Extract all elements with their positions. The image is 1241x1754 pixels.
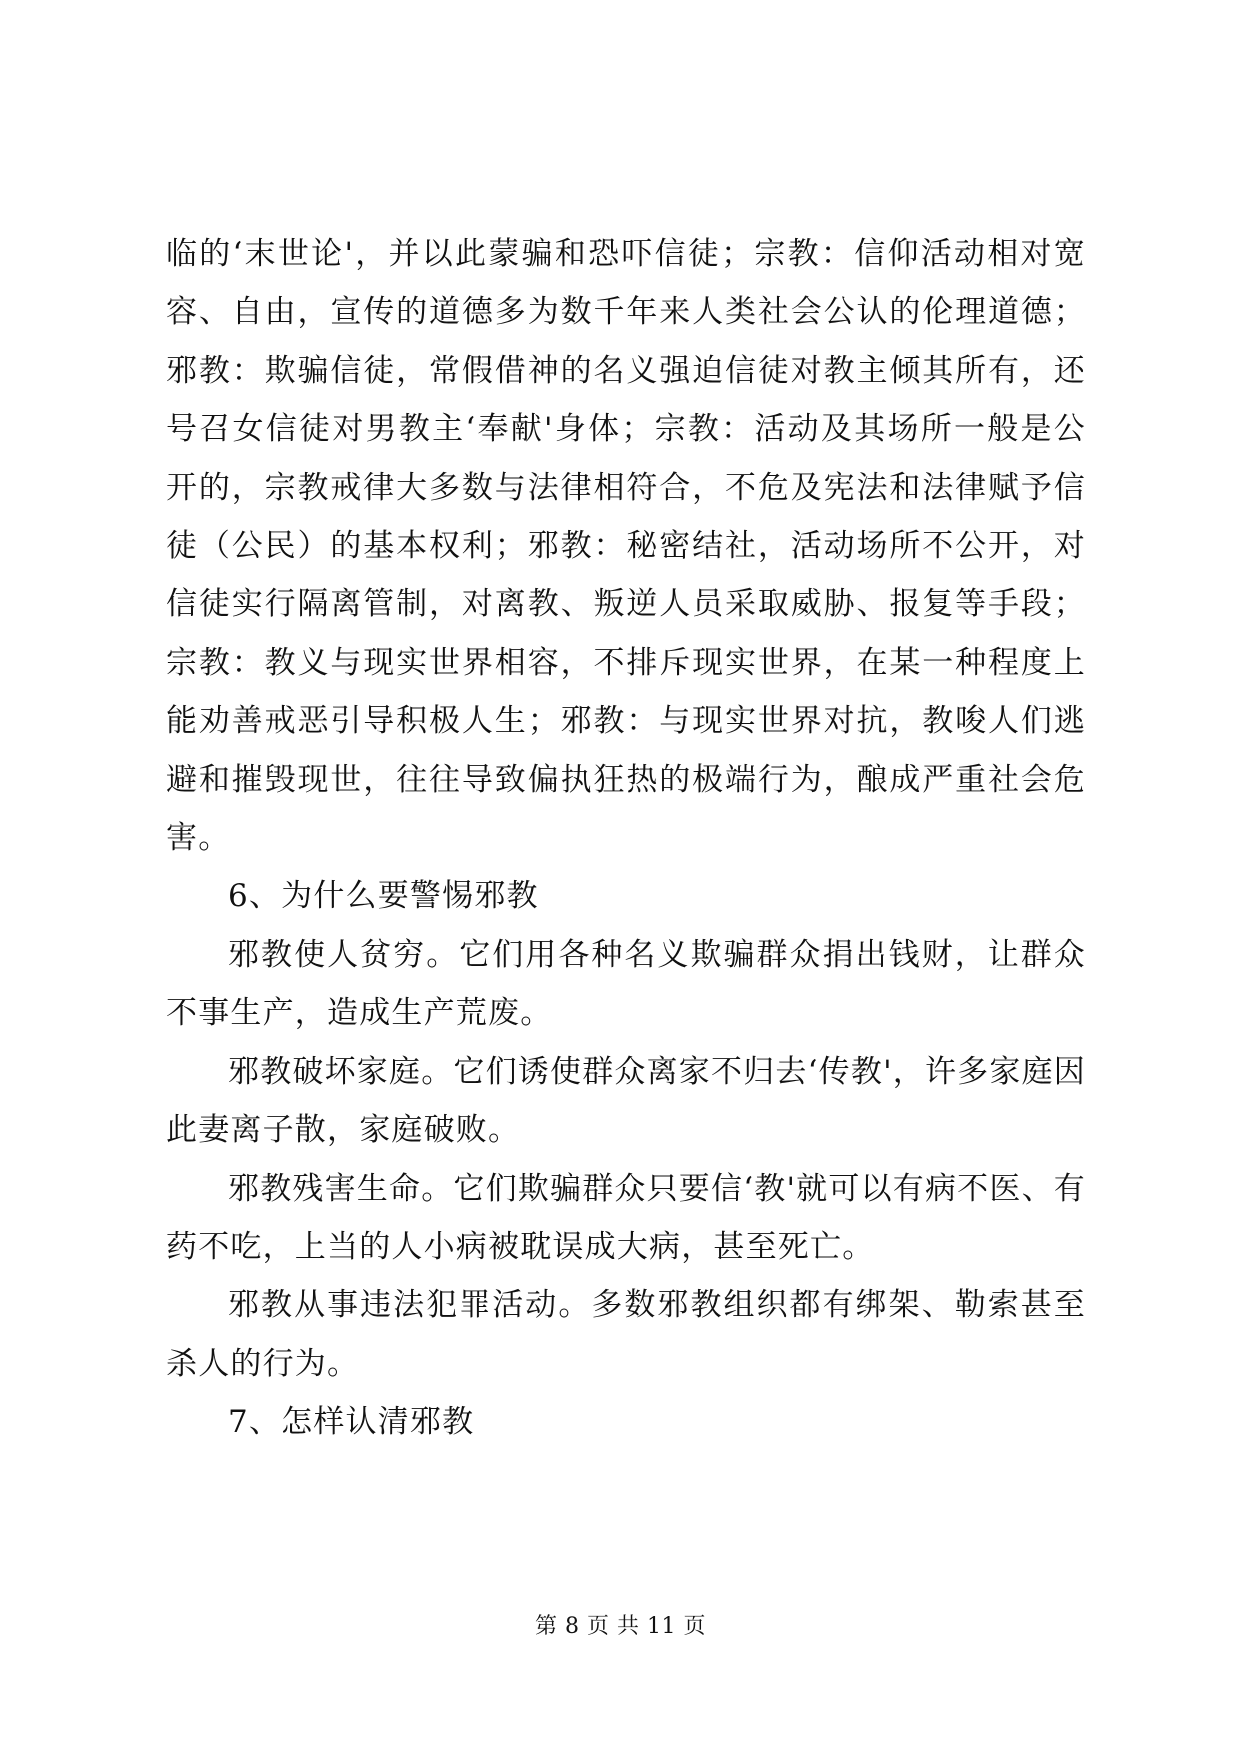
paragraph-religion-cult-comparison: 临的‘末世论'，并以此蒙骗和恐吓信徒；宗教：信仰活动相对宽容、自由，宣传的道德多为数千年来人类社会公认的伦理道德；邪教：欺骗信徒，常假借神的名义强迫信徒对教主倾其所有，还号召女信徒对男教主‘奉献'身体；宗教：活动及其场所一般是公开的，宗教戒律大多数与法律相符合，不危及宪法和法律赋予信徒（公民）的基本权利；邪教：秘密结社，活动场所不公开，对信徒实行隔离管制，对离教、叛逆人员采取威胁、报复等手段；宗教：教义与现实世界相容，不排斥现实世界，在某一种程度上能劝善戒恶引导积极人生；邪教：与现实世界对抗，教唆人们逃避和摧毁现世，往往导致偏执狂热的极端行为，酿成严重社会危害。 xyxy=(166,236,1086,857)
heading-why-beware-cults: 6、为什么要警惕邪教 xyxy=(228,878,539,915)
heading-how-to-recognize-cults: 7、怎样认清邪教 xyxy=(228,1404,475,1441)
paragraph-cults-cause-poverty: 邪教使人贫穷。它们用各种名义欺骗群众捐出钱财，让群众不事生产，造成生产荒废。 xyxy=(166,936,1086,1032)
paragraph-cults-crime: 邪教从事违法犯罪活动。多数邪教组织都有绑架、勒索甚至杀人的行为。 xyxy=(166,1287,1086,1382)
page-number-footer: 第 8 页 共 11 页 xyxy=(535,1614,706,1639)
document-body xyxy=(166,225,1086,1452)
paragraph-cults-destroy-families: 邪教破坏家庭。它们诱使群众离家不归去‘传教'，许多家庭因此妻离子散，家庭破败。 xyxy=(166,1053,1086,1149)
paragraph-cults-harm-life: 邪教残害生命。它们欺骗群众只要信‘教'就可以有病不医、有药不吃，上当的人小病被耽误成大病，甚至死亡。 xyxy=(166,1170,1086,1265)
